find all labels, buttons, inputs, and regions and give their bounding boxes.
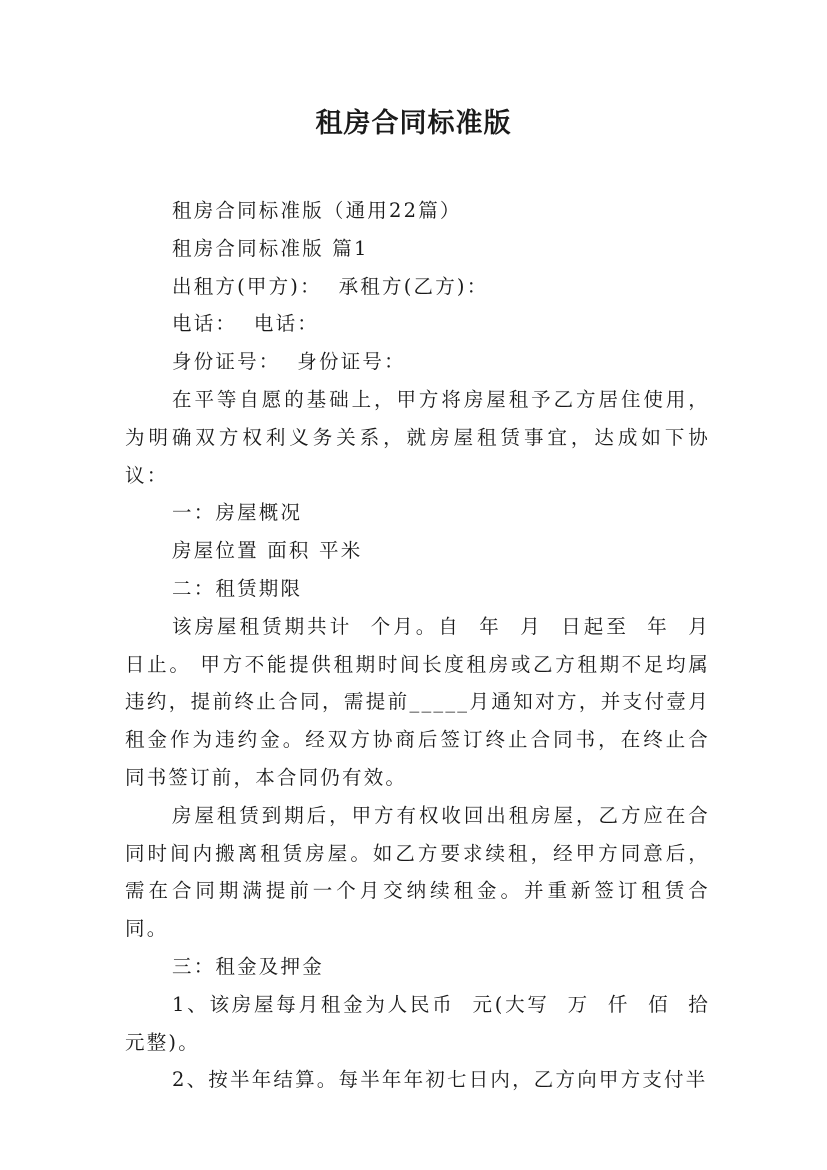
paragraph-monthly-rent: 1、该房屋每月租金为人民币 元(大写 万 仟 佰 拾 元整)。: [125, 992, 727, 1054]
paragraph-lease-expiry: 房屋租赁到期后，甲方有权收回出租房屋，乙方应在合同时间内搬离租赁房屋。如乙方要求续租，经甲方同意后，需在合同期满提前一个月交纳续租金。并重新签订租赁合同。: [125, 803, 710, 941]
document-title: 租房合同标准版: [315, 108, 512, 139]
heading-lease-term: 二：租赁期限: [172, 576, 303, 600]
paragraph-preamble: 在平等自愿的基础上，甲方将房屋租予乙方居住使用，为明确双方权利义务关系，就房屋租赁事宜，达成如下协议：: [125, 387, 710, 487]
document-body: [125, 192, 727, 1099]
paragraph-phone: 电话： 电话：: [172, 312, 319, 336]
paragraph-section-heading: 租房合同标准版 篇1: [172, 236, 369, 260]
paragraph-lease-term: 该房屋租赁期共计 个月。自 年 月 日起至 年 月 日止。 甲方不能提供租期时间长度租房或乙方租期不足均属违约，提前终止合同，需提前_____月通知对方，并支付壹月租金作为违约金。经双方协商后签订终止合同书，在终止合同书签订前，本合同仍有效。: [125, 614, 727, 789]
paragraph-property-location: 房屋位置 面积 平米: [172, 539, 363, 563]
paragraph-parties: 出租方(甲方)： 承租方(乙方)：: [172, 274, 489, 298]
paragraph-payment-schedule: 2、按半年结算。每半年年初七日内，乙方向甲方支付半: [172, 1068, 708, 1092]
heading-property-overview: 一：房屋概况: [172, 501, 303, 525]
paragraph-id-number: 身份证号： 身份证号：: [172, 350, 406, 374]
heading-rent-deposit: 三：租金及押金: [172, 954, 324, 978]
paragraph-subtitle: 租房合同标准版（通用22篇）: [172, 199, 462, 222]
